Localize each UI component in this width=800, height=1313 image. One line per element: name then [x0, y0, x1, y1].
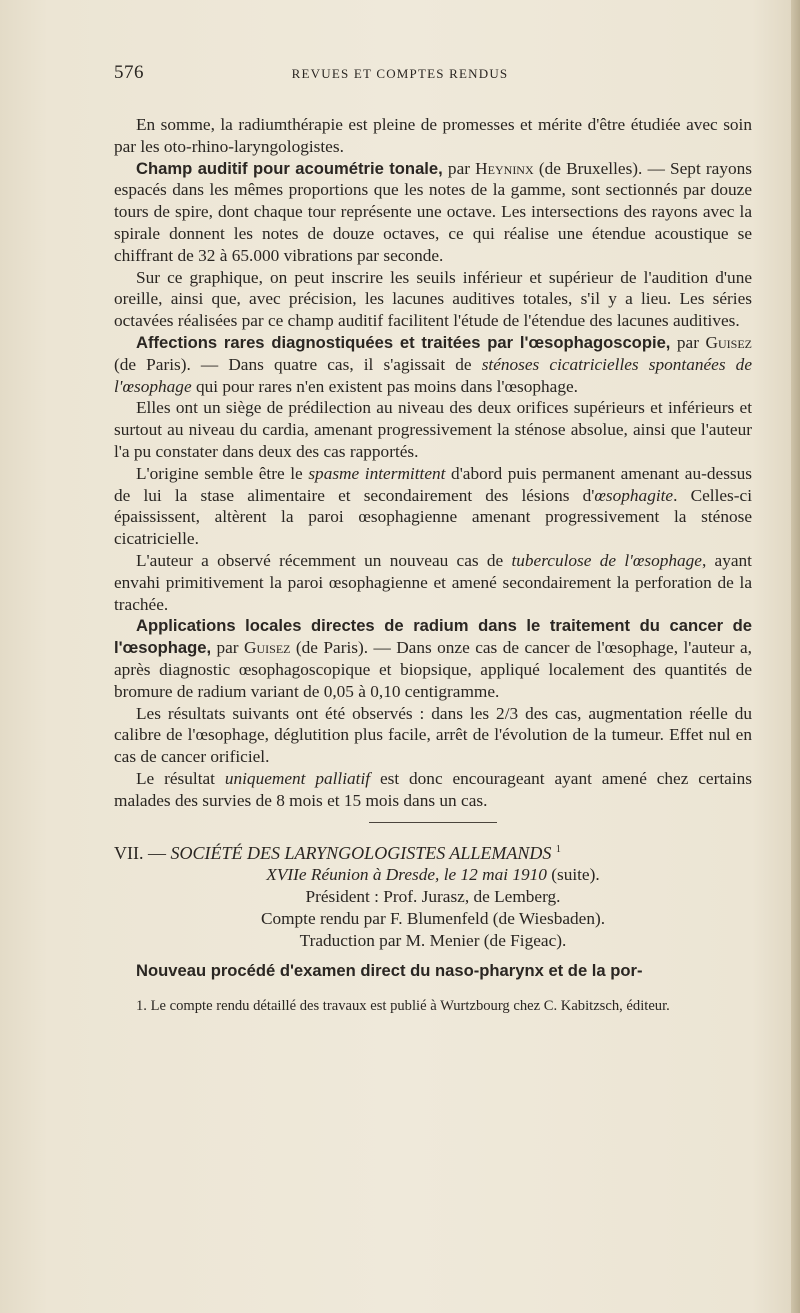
author-place: (de Bruxelles). — [533, 158, 643, 178]
paragraph-1: En somme, la radiumthérapie est pleine de promesses et mérite d'être étudiée avec soin par les oto-rhino-laryngologistes. — [114, 115, 752, 156]
paragraph-text: Le résultat — [136, 768, 225, 788]
article-heading: Applications locales directes de radium dans le traitement du cancer de l'œsophage, — [114, 616, 752, 658]
text-by: par — [442, 158, 476, 178]
paragraph-8 — [114, 615, 752, 702]
section-divider — [369, 822, 497, 823]
paragraph-text: L'auteur a observé récemment un nouveau cas de — [136, 550, 512, 570]
paragraph-text: est donc encourageant ayant amené chez certains malades des survies de 8 mois et 15 mois dans un cas. — [114, 768, 752, 810]
author-place: (de Paris). — Dans quatre cas, il s'agissait de — [114, 354, 482, 374]
paragraph-5: Elles ont un siège de prédilection au niveau des deux orifices supérieurs et inférieurs et surtout au niveau du cardia, amenant progressivement la sténose absolue, ainsi que l'auteur l'a pu constater dans deux des cas rapportés. — [114, 398, 752, 461]
article-heading: Affections rares diagnostiquées et traitées par l'œsophagoscopie, — [136, 332, 671, 352]
footnote-marker: 1 — [555, 843, 561, 855]
section-name: SOCIÉTÉ DES LARYNGOLOGISTES ALLEMANDS — [170, 842, 552, 863]
president-line: Président : Prof. Jurasz, de Lemberg. — [305, 886, 561, 906]
article-heading: Champ auditif pour acoumétrie tonale, — [136, 158, 443, 178]
paragraph-3: Sur ce graphique, on peut inscrire les seuils inférieur et supérieur de l'audition d'une oreille, ainsi que, avec précision, les lacunes auditives totales, s'il y a lieu. Les séries octavées réalisées par ce champ auditif facilitent l'étude de l'étendue des lacunes auditives. — [114, 267, 752, 331]
meeting-suffix: (suite). — [546, 864, 600, 884]
paragraph-10 — [114, 768, 752, 812]
italic-text: œsophagite — [594, 485, 674, 505]
page-header — [0, 62, 800, 88]
paragraph-9: Les résultats suivants ont été observés : dans les 2/3 des cas, augmentation réelle du calibre de l'œsophage, déglutition plus facile, arrêt de l'évolution de la tumeur. Effet nul en cas de cancer orificiel. — [114, 703, 752, 767]
paragraph-11 — [114, 960, 752, 982]
article-heading: Nouveau procédé d'examen direct du naso-pharynx et de la por- — [136, 960, 643, 980]
footnote: 1. Le compte rendu détaillé des travaux est publié à Wurtzbourg chez C. Kabitzsch, éditeur. — [136, 998, 670, 1015]
report-line: Compte rendu par F. Blumenfeld (de Wiesbaden). — [260, 908, 606, 928]
paragraph-text: , ayant envahi primitivement la paroi œsophagienne et amené secondairement la perforation de la trachée. — [114, 550, 752, 614]
paragraph-2 — [114, 158, 752, 267]
text-by: par — [211, 638, 244, 658]
running-head: REVUES ET COMPTES RENDUS — [291, 66, 509, 81]
paragraph-text: . Celles-ci épaississent, altèrent la paroi œsophagienne amenant progressivement la sténose cicatricielle. — [114, 485, 752, 549]
author-name: Guisez — [705, 332, 752, 352]
section-number: VII. — — [114, 842, 171, 863]
italic-text: spasme intermittent — [308, 463, 446, 483]
italic-text: tuberculose de l'œsophage — [511, 550, 702, 570]
meeting-line — [114, 864, 752, 886]
paragraph-text: qui pour rares n'en existent pas moins dans l'œsophage. — [191, 376, 578, 396]
italic-text: uniquement palliatif — [224, 768, 371, 788]
page-edge — [791, 0, 800, 1313]
paragraph-text: d'abord puis permanent amenant au-dessus de lui la stase alimentaire et secondairement des lésions d' — [114, 463, 753, 505]
body-text — [114, 114, 752, 1016]
text-by: par — [670, 332, 706, 352]
page-number: 576 — [114, 62, 144, 83]
meeting-info: XVIIe Réunion à Dresde, le 12 mai 1910 — [266, 864, 547, 884]
paragraph-text: L'origine semble être le — [136, 463, 309, 483]
paragraph-7 — [114, 550, 752, 615]
paragraph-text: (de Paris). — Dans onze cas de cancer de l'œsophage, l'auteur a, après diagnostic œsophagoscopique et biopsique, appliqué localement des quantités de bromure de radium variant de 0,05 à 0,10 centigramme. — [114, 638, 752, 701]
author-name: Guisez — [244, 638, 291, 658]
paragraph-6 — [114, 463, 752, 550]
paragraph-4 — [114, 332, 752, 397]
italic-text: sténoses cicatricielles spontanées de l'œsophage — [114, 354, 752, 396]
section-title — [114, 839, 752, 864]
translation-line: Traduction par M. Menier (de Figeac). — [299, 930, 567, 950]
author-name: Heyninx — [475, 158, 534, 178]
paragraph-text: — Sept rayons espacés dans les mêmes proportions que les notes de la gamme, sont sectionnés par douze tours de spire, dont chaque tour représente une octave. Les intersections des rayons avec la spirale donnent les notes de douze octaves, ce qui réalise une étendue acoustique se chiffrant de 32 à 65.000 vibrations par seconde. — [114, 158, 752, 265]
